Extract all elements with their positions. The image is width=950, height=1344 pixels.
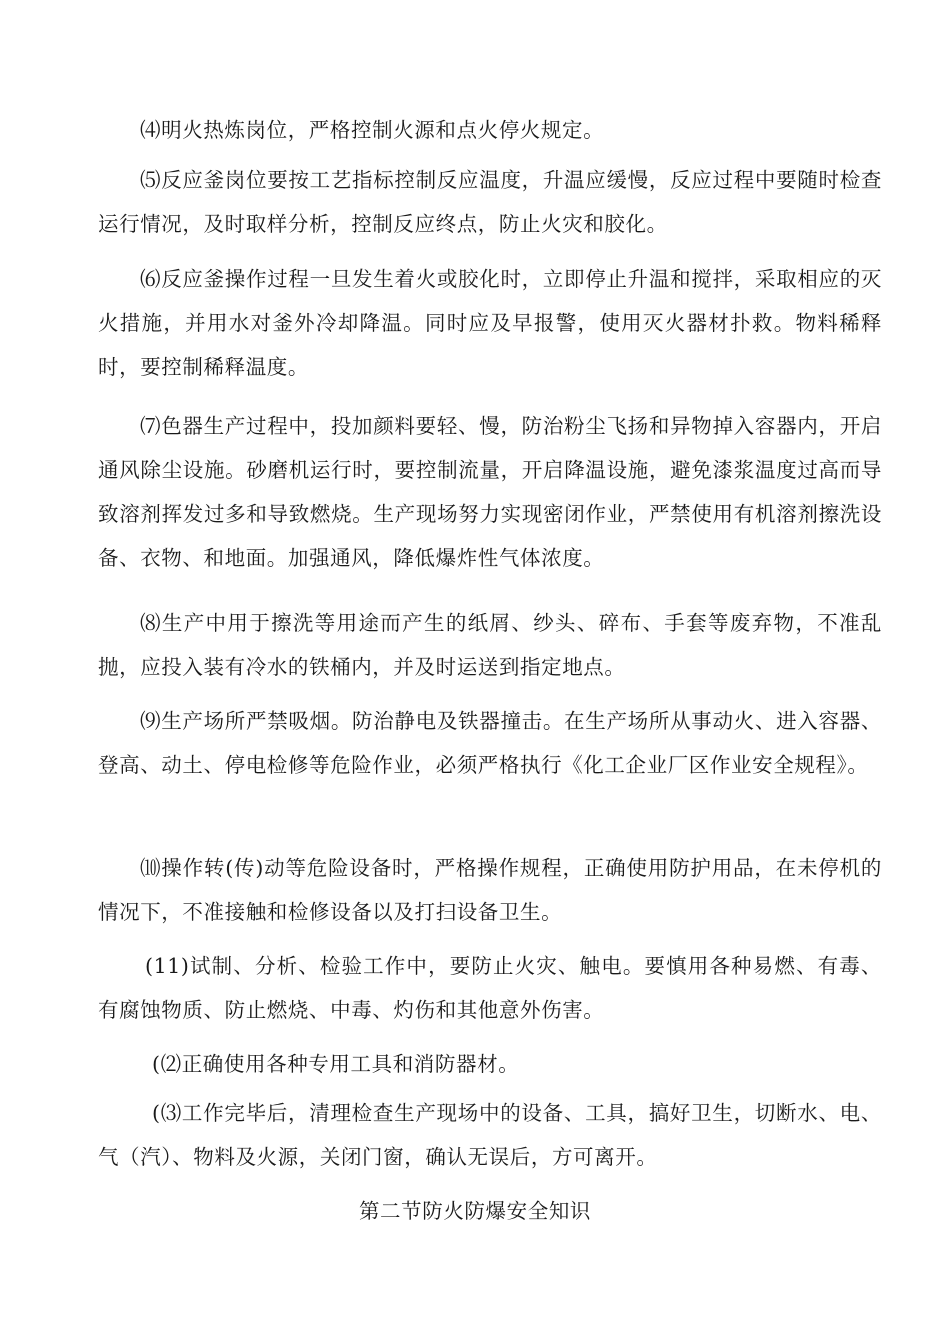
paragraph-item-8: ⑻生产中用于擦洗等用途而产生的纸屑、纱头、碎布、手套等废弃物，不准乱抛，应投入装有冷水的铁桶内，并及时运送到指定地点。 — [98, 611, 882, 679]
paragraph-item-9: ⑼生产场所严禁吸烟。防治静电及铁器撞击。在生产场所从事动火、进入容器、登高、动土、停电检修等危险作业，必须严格执行《化工企业厂区作业安全规程》。 — [98, 709, 882, 777]
paragraph-item-10: ⑽操作转(传)动等危险设备时，严格操作规程，正确使用防护用品，在未停机的情况下，不准接触和检修设备以及打扫设备卫生。 — [98, 856, 882, 924]
section-heading: 第二节防火防爆安全知识 — [358, 1199, 592, 1223]
paragraph-item-7: ⑺色器生产过程中，投加颜料要轻、慢，防治粉尘飞扬和异物掉入容器内，开启通风除尘设施。砂磨机运行时，要控制流量，开启降温设施，避免漆浆温度过高而导致溶剂挥发过多和导致燃烧。生产现场努力实现密闭作业，严禁使用有机溶剂擦洗设备、衣物、和地面。加强通风，降低爆炸性气体浓度。 — [98, 414, 882, 570]
paragraph-item-12: (⑵正确使用各种专用工具和消防器材。 — [152, 1052, 520, 1076]
paragraph-item-6: ⑹反应釜操作过程一旦发生着火或胶化时，立即停止升温和搅拌，采取相应的灭火措施，并用水对釜外冷却降温。同时应及早报警，使用灭火器材扑救。物料稀释时，要控制稀释温度。 — [98, 267, 882, 379]
paragraph-item-13: (⑶工作完毕后，清理检查生产现场中的设备、工具，搞好卫生，切断水、电、气（汽）、物料及火源，关闭门窗，确认无误后，方可离开。 — [98, 1101, 882, 1169]
paragraph-item-4: ⑷明火热炼岗位，严格控制火源和点火停火规定。 — [140, 118, 605, 142]
paragraph-item-11: (11)试制、分析、检验工作中，要防止火灾、触电。要慎用各种易燃、有毒、有腐蚀物质、防止燃烧、中毒、灼伤和其他意外伤害。 — [98, 954, 882, 1022]
paragraph-item-5: ⑸反应釜岗位要按工艺指标控制反应温度，升温应缓慢，反应过程中要随时检查运行情况，及时取样分析，控制反应终点，防止火灾和胶化。 — [98, 168, 882, 236]
